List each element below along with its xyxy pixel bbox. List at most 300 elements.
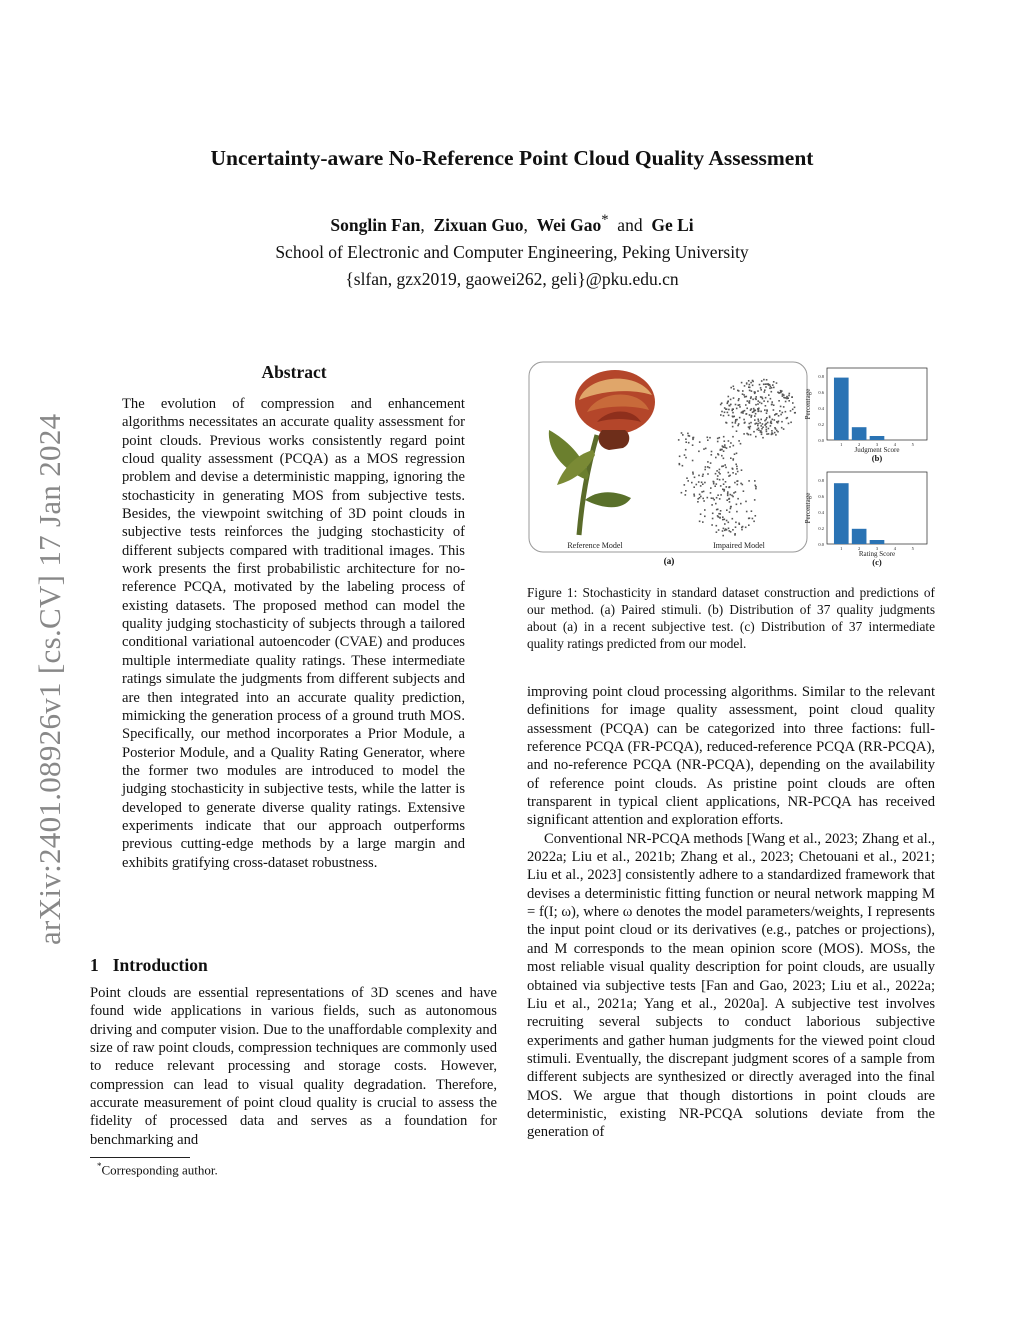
point-cloud-dot: [746, 408, 748, 410]
point-cloud-dot: [707, 437, 709, 439]
point-cloud-dot: [792, 402, 794, 404]
point-cloud-dot: [685, 457, 687, 459]
point-cloud-dot: [731, 495, 733, 497]
point-cloud-dot: [761, 428, 763, 430]
point-cloud-dot: [722, 479, 724, 481]
point-cloud-dot: [720, 485, 722, 487]
point-cloud-dot: [742, 526, 744, 528]
y-tick-label: 0.8: [818, 374, 824, 379]
point-cloud-dot: [733, 492, 735, 494]
point-cloud-dot: [718, 529, 720, 531]
point-cloud-dot: [732, 408, 734, 410]
point-cloud-dot: [711, 454, 713, 456]
point-cloud-dot: [771, 391, 773, 393]
y-tick-label: 0.4: [818, 406, 824, 411]
point-cloud-dot: [787, 417, 789, 419]
point-cloud-dot: [735, 473, 737, 475]
point-cloud-dot: [732, 459, 734, 461]
intro-text: Point clouds are essential representations of 3D scenes and have found wide applications in various fields, such as autonomous driving and computer vision. Due to the unaffordable complexity and size of raw point clouds, compression techniques are commonly used to reduce relevant processing and storage costs. However, compression can lead to visual quality degradation. Therefore, accurate measurement of point cloud quality is crucial to assess the fidelity of processed data and serves as a foundation for benchmarking and: [90, 985, 497, 1148]
point-cloud-dot: [744, 396, 746, 398]
point-cloud-dot: [794, 412, 796, 414]
point-cloud-dot: [738, 440, 740, 442]
point-cloud-dot: [771, 430, 773, 432]
point-cloud-dot: [735, 420, 737, 422]
point-cloud-dot: [748, 380, 750, 382]
point-cloud-dot: [719, 437, 721, 439]
point-cloud-dot: [719, 498, 721, 500]
point-cloud-dot: [724, 447, 726, 449]
point-cloud-dot: [733, 416, 735, 418]
point-cloud-dot: [709, 437, 711, 439]
point-cloud-dot: [728, 405, 730, 407]
point-cloud-dot: [751, 390, 753, 392]
point-cloud-dot: [685, 441, 687, 443]
point-cloud-dot: [746, 396, 748, 398]
x-tick-label: 3: [875, 546, 879, 551]
point-cloud-dot: [766, 417, 768, 419]
point-cloud-dot: [704, 516, 706, 518]
point-cloud-dot: [698, 481, 700, 483]
point-cloud-dot: [790, 410, 792, 412]
point-cloud-dot: [682, 465, 684, 467]
point-cloud-dot: [698, 475, 700, 477]
point-cloud-dot: [726, 520, 728, 522]
panel-a-label: (a): [663, 556, 675, 566]
point-cloud-dot: [777, 431, 779, 433]
point-cloud-dot: [771, 432, 773, 434]
point-cloud-dot: [750, 416, 752, 418]
y-tick-label: 0.6: [818, 390, 824, 395]
bar: [870, 436, 885, 440]
point-cloud-dot: [769, 388, 771, 390]
point-cloud-dot: [749, 390, 751, 392]
point-cloud-dot: [730, 506, 732, 508]
point-cloud-dot: [751, 510, 753, 512]
point-cloud-dot: [760, 411, 762, 413]
point-cloud-dot: [732, 412, 734, 414]
point-cloud-dot: [755, 410, 757, 412]
point-cloud-dot: [744, 385, 746, 387]
point-cloud-dot: [717, 438, 719, 440]
point-cloud-dot: [702, 474, 704, 476]
point-cloud-dot: [790, 422, 792, 424]
point-cloud-dot: [685, 494, 687, 496]
point-cloud-dot: [728, 522, 730, 524]
point-cloud-dot: [754, 423, 756, 425]
point-cloud-dot: [722, 530, 724, 532]
point-cloud-dot: [707, 497, 709, 499]
point-cloud-dot: [694, 477, 696, 479]
point-cloud-dot: [774, 427, 776, 429]
point-cloud-dot: [711, 451, 713, 453]
point-cloud-dot: [725, 467, 727, 469]
point-cloud-dot: [764, 409, 766, 411]
y-tick-label: 0.6: [818, 494, 824, 499]
point-cloud-dot: [745, 413, 747, 415]
histogram-c: [804, 472, 927, 567]
point-cloud-dot: [721, 402, 723, 404]
point-cloud-dot: [779, 392, 781, 394]
point-cloud-dot: [716, 525, 718, 527]
point-cloud-dot: [700, 485, 702, 487]
point-cloud-dot: [757, 423, 759, 425]
point-cloud-dot: [759, 422, 761, 424]
point-cloud-dot: [717, 478, 719, 480]
x-tick-label: 1: [840, 442, 843, 447]
point-cloud-dot: [719, 473, 721, 475]
point-cloud-dot: [755, 515, 757, 517]
point-cloud-dot: [685, 490, 687, 492]
point-cloud-dot: [772, 419, 774, 421]
point-cloud-dot: [726, 529, 728, 531]
point-cloud-dot: [749, 414, 751, 416]
point-cloud-dot: [700, 513, 702, 515]
point-cloud-dot: [734, 533, 736, 535]
y-tick-label: 0.8: [818, 478, 824, 483]
point-cloud-dot: [739, 406, 741, 408]
abstract-heading: Abstract: [261, 362, 327, 382]
point-cloud-dot: [704, 469, 706, 471]
point-cloud-dot: [723, 436, 725, 438]
point-cloud-dot: [722, 535, 724, 537]
point-cloud-dot: [755, 413, 757, 415]
point-cloud-dot: [755, 404, 757, 406]
point-cloud-dot: [705, 466, 707, 468]
point-cloud-dot: [728, 498, 730, 500]
point-cloud-dot: [783, 428, 785, 430]
point-cloud-dot: [764, 391, 766, 393]
point-cloud-dot: [774, 432, 776, 434]
point-cloud-dot: [757, 403, 759, 405]
point-cloud-dot: [699, 521, 701, 523]
point-cloud-dot: [729, 511, 731, 513]
author-4: Ge Li: [651, 214, 694, 235]
point-cloud-dot: [693, 486, 695, 488]
point-cloud-dot: [743, 433, 745, 435]
point-cloud-dot: [752, 385, 754, 387]
point-cloud-dot: [781, 421, 783, 423]
point-cloud-dot: [758, 420, 760, 422]
point-cloud-dot: [753, 408, 755, 410]
point-cloud-dot: [778, 400, 780, 402]
x-tick-label: 3: [875, 442, 879, 447]
point-cloud-dot: [749, 400, 751, 402]
x-axis-label: Rating Score: [858, 550, 896, 558]
point-cloud-dot: [701, 482, 703, 484]
point-cloud-dot: [722, 445, 724, 447]
paragraph-2: Conventional NR-PCQA methods [Wang et al., 2023; Zhang et al., 2022a; Liu et al., 2021b; Zhang et al., 2023; Chetouani et al., 2021; Liu et al., 2023] consistently adhere to a standardized framework that devises a deterministic fitting function or neural network mapping M = f(I; ω), where ω denotes the model parameters/weights, I represents the input point cloud or its derivatives (e.g., patches or projections), and M corresponds to the mean opinion score (MOS). MOSs, the most reliable visual quality description for point clouds, are usually obtained via subjective tests [Fan and Gao, 2023; Liu et al., 2022a; Liu et al., 2021a; Yang et al., 2020a]. A subjective test involves recruiting several subjects to conduct laborious subjective experiments and gather human judgments for the viewed point cloud stimuli. Eventually, the discrepant judgment scores of a sample from different subjects are synthesized or directly averaged into the final MOS. We argue that though distortions in point clouds are deterministic, existing NR-PCQA solutions deviate from the generation of: [527, 830, 935, 1141]
point-cloud-dot: [736, 430, 738, 432]
y-tick-label: 0.4: [818, 510, 824, 515]
point-cloud-dot: [717, 475, 719, 477]
point-cloud-dot: [745, 501, 747, 503]
right-column-text: [527, 683, 935, 1142]
point-cloud-dot: [741, 529, 743, 531]
point-cloud-dot: [743, 490, 745, 492]
point-cloud-dot: [720, 414, 722, 416]
point-cloud-dot: [733, 397, 735, 399]
point-cloud-dot: [700, 496, 702, 498]
point-cloud-dot: [781, 427, 783, 429]
point-cloud-dot: [739, 404, 741, 406]
point-cloud-dot: [766, 379, 768, 381]
point-cloud-dot: [687, 433, 689, 435]
point-cloud-dot: [727, 401, 729, 403]
y-axis-label: Percentage: [804, 492, 812, 524]
point-cloud-dot: [766, 429, 768, 431]
x-axis-label: Judgment Score: [854, 446, 900, 454]
point-cloud-dot: [733, 445, 735, 447]
point-cloud-dot: [724, 519, 726, 521]
point-cloud-dot: [758, 408, 760, 410]
point-cloud-dot: [713, 499, 715, 501]
point-cloud-dot: [733, 386, 735, 388]
point-cloud-dot: [763, 400, 765, 402]
point-cloud-dot: [726, 509, 728, 511]
point-cloud-dot: [741, 382, 743, 384]
x-tick-label: 2: [858, 442, 861, 447]
point-cloud-dot: [716, 509, 718, 511]
point-cloud-dot: [723, 528, 725, 530]
point-cloud-dot: [739, 417, 741, 419]
point-cloud-dot: [736, 504, 738, 506]
y-tick-label: 0.0: [818, 542, 824, 547]
point-cloud-dot: [707, 473, 709, 475]
point-cloud-dot: [705, 448, 707, 450]
point-cloud-dot: [754, 499, 756, 501]
point-cloud-dot: [728, 440, 730, 442]
point-cloud-dot: [754, 392, 756, 394]
point-cloud-dot: [780, 406, 782, 408]
point-cloud-dot: [719, 469, 721, 471]
point-cloud-dot: [750, 396, 752, 398]
point-cloud-dot: [770, 398, 772, 400]
point-cloud-dot: [685, 449, 687, 451]
point-cloud-dot: [752, 518, 754, 520]
point-cloud-dot: [757, 425, 759, 427]
point-cloud-dot: [749, 423, 751, 425]
point-cloud-dot: [769, 416, 771, 418]
point-cloud-dot: [766, 412, 768, 414]
point-cloud-dot: [727, 412, 729, 414]
point-cloud-dot: [792, 409, 794, 411]
point-cloud-dot: [777, 422, 779, 424]
point-cloud-dot: [707, 461, 709, 463]
point-cloud-dot: [740, 503, 742, 505]
point-cloud-dot: [691, 482, 693, 484]
point-cloud-dot: [704, 509, 706, 511]
point-cloud-dot: [763, 384, 765, 386]
point-cloud-dot: [748, 434, 750, 436]
point-cloud-dot: [702, 475, 704, 477]
point-cloud-dot: [726, 499, 728, 501]
point-cloud-dot: [696, 484, 698, 486]
point-cloud-dot: [734, 453, 736, 455]
point-cloud-dot: [761, 403, 763, 405]
point-cloud-dot: [724, 523, 726, 525]
point-cloud-dot: [692, 444, 694, 446]
point-cloud-dot: [712, 513, 714, 515]
arxiv-side-label: arXiv:2401.08926v1 [cs.CV] 17 Jan 2024: [32, 413, 67, 945]
point-cloud-dot: [766, 410, 768, 412]
bar: [834, 378, 849, 440]
point-cloud-dot: [777, 392, 779, 394]
x-tick-label: 1: [840, 546, 843, 551]
y-tick-label: 0.0: [818, 438, 824, 443]
footnote-rule: [90, 1157, 190, 1158]
point-cloud-dot: [707, 439, 709, 441]
point-cloud-dot: [786, 398, 788, 400]
point-cloud-dot: [755, 436, 757, 438]
point-cloud-dot: [715, 457, 717, 459]
point-cloud-dot: [788, 423, 790, 425]
point-cloud-dot: [730, 442, 732, 444]
point-cloud-dot: [712, 518, 714, 520]
point-cloud-dot: [750, 409, 752, 411]
point-cloud-dot: [729, 501, 731, 503]
point-cloud-dot: [727, 493, 729, 495]
figure-caption: Figure 1: Stochasticity in standard dataset construction and predictions of our method. (a) Paired stimuli. (b) Distribution of 37 quality judgments about (a) in a recent subjective test. (c) Distribution of 37 intermediate quality ratings predicted from our model.: [527, 585, 935, 651]
point-cloud-dot: [715, 503, 717, 505]
point-cloud-dot: [786, 396, 788, 398]
point-cloud-dot: [766, 433, 768, 435]
point-cloud-dot: [748, 524, 750, 526]
point-cloud-dot: [729, 475, 731, 477]
point-cloud-dot: [721, 411, 723, 413]
point-cloud-dot: [735, 404, 737, 406]
point-cloud-dot: [684, 484, 686, 486]
point-cloud-dot: [752, 399, 754, 401]
point-cloud-dot: [745, 527, 747, 529]
point-cloud-dot: [741, 469, 743, 471]
point-cloud-dot: [694, 495, 696, 497]
author-1: Songlin Fan: [330, 214, 421, 235]
point-cloud-dot: [782, 394, 784, 396]
point-cloud-dot: [741, 411, 743, 413]
point-cloud-dot: [730, 399, 732, 401]
point-cloud-dot: [765, 419, 767, 421]
point-cloud-dot: [754, 419, 756, 421]
point-cloud-dot: [749, 428, 751, 430]
point-cloud-dot: [697, 501, 699, 503]
x-tick-label: 5: [911, 442, 914, 447]
panel-label: (b): [871, 453, 883, 463]
point-cloud-dot: [687, 480, 689, 482]
point-cloud-dot: [773, 404, 775, 406]
point-cloud-dot: [766, 426, 768, 428]
point-cloud-dot: [724, 444, 726, 446]
point-cloud-dot: [681, 492, 683, 494]
x-tick-label: 2: [858, 546, 861, 551]
histogram-b: [804, 368, 927, 463]
point-cloud-dot: [726, 408, 728, 410]
bar: [870, 540, 885, 544]
point-cloud-dot: [724, 530, 726, 532]
point-cloud-dot: [717, 494, 719, 496]
point-cloud-dot: [707, 466, 709, 468]
reference-model-label: Reference Model: [567, 541, 623, 550]
point-cloud-dot: [735, 526, 737, 528]
point-cloud-dot: [719, 479, 721, 481]
figure-1: [527, 360, 937, 570]
point-cloud-dot: [720, 494, 722, 496]
y-axis-label: Percentage: [804, 388, 812, 420]
point-cloud-dot: [742, 393, 744, 395]
point-cloud-dot: [763, 379, 765, 381]
point-cloud-dot: [760, 396, 762, 398]
point-cloud-dot: [766, 383, 768, 385]
point-cloud-dot: [760, 419, 762, 421]
point-cloud-dot: [757, 400, 759, 402]
point-cloud-dot: [711, 497, 713, 499]
point-cloud-dot: [735, 491, 737, 493]
author-list: Songlin Fan, Zixuan Guo, Wei Gao* and Ge Li: [330, 212, 694, 235]
point-cloud-dot: [736, 419, 738, 421]
point-cloud-dot: [698, 451, 700, 453]
point-cloud-dot: [737, 425, 739, 427]
point-cloud-dot: [709, 467, 711, 469]
point-cloud-dot: [740, 443, 742, 445]
point-cloud-dot: [699, 497, 701, 499]
point-cloud-dot: [748, 518, 750, 520]
point-cloud-dot: [748, 386, 750, 388]
point-cloud-dot: [746, 383, 748, 385]
point-cloud-dot: [692, 439, 694, 441]
point-cloud-dot: [692, 460, 694, 462]
point-cloud-dot: [692, 473, 694, 475]
point-cloud-dot: [780, 391, 782, 393]
bar: [852, 529, 867, 544]
point-cloud-dot: [774, 414, 776, 416]
point-cloud-dot: [753, 411, 755, 413]
point-cloud-dot: [730, 508, 732, 510]
point-cloud-dot: [765, 424, 767, 426]
point-cloud-dot: [775, 434, 777, 436]
point-cloud-dot: [772, 384, 774, 386]
point-cloud-dot: [732, 529, 734, 531]
point-cloud-dot: [760, 389, 762, 391]
point-cloud-dot: [735, 422, 737, 424]
point-cloud-dot: [789, 393, 791, 395]
point-cloud-dot: [713, 483, 715, 485]
paper-title: Uncertainty-aware No-Reference Point Cloud Quality Assessment: [210, 146, 814, 170]
point-cloud-dot: [755, 398, 757, 400]
point-cloud-dot: [730, 494, 732, 496]
point-cloud-dot: [716, 531, 718, 533]
point-cloud-dot: [703, 448, 705, 450]
point-cloud-dot: [738, 390, 740, 392]
point-cloud-dot: [736, 511, 738, 513]
point-cloud-dot: [778, 421, 780, 423]
point-cloud-dot: [782, 395, 784, 397]
point-cloud-dot: [761, 434, 763, 436]
corresponding-mark: *: [601, 212, 609, 228]
point-cloud-dot: [785, 411, 787, 413]
point-cloud-dot: [754, 415, 756, 417]
point-cloud-dot: [738, 423, 740, 425]
point-cloud-dot: [727, 491, 729, 493]
point-cloud-dot: [742, 390, 744, 392]
x-tick-label: 4: [893, 546, 896, 551]
point-cloud-dot: [722, 489, 724, 491]
point-cloud-dot: [710, 492, 712, 494]
point-cloud-dot: [761, 380, 763, 382]
point-cloud-dot: [723, 465, 725, 467]
point-cloud-dot: [780, 414, 782, 416]
point-cloud-dot: [679, 464, 681, 466]
point-cloud-dot: [737, 480, 739, 482]
point-cloud-dot: [750, 434, 752, 436]
